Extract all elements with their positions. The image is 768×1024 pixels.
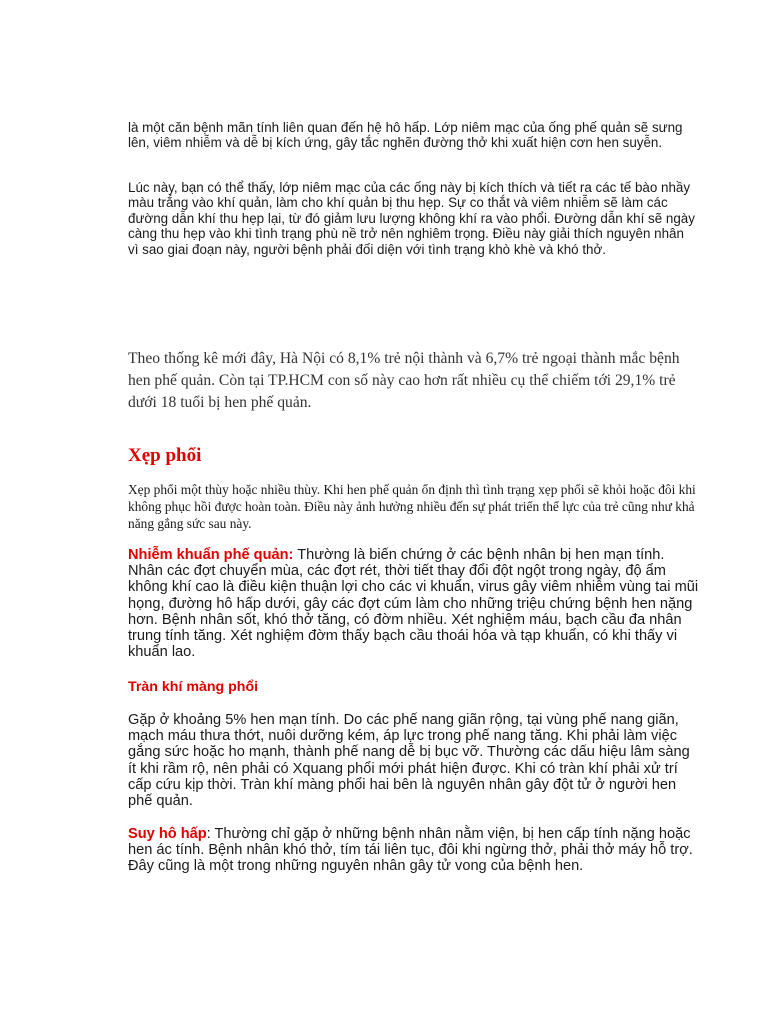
paragraph-intro: là một căn bệnh mãn tính liên quan đến hệ hô hấp. Lớp niêm mạc của ống phế quản sẽ sưng lên, viêm nhiễm và dễ bị kích ứng, gây tắc nghẽn đường thở khi xuất hiện cơn hen suyễn. (128, 120, 683, 151)
lead-suy-ho-hap: Suy hô hấp (128, 826, 207, 842)
paragraph-suy-ho-hap (128, 826, 700, 875)
paragraph-mucus: Lúc này, bạn có thể thấy, lớp niêm mạc của các ống này bị kích thích và tiết ra các tế bào nhầy màu trắng vào khí quản, làm cho khí quản bị thu hẹp. Sự co thắt và viêm nhiễm sẽ làm các đường dẫn khí thu hẹp lại, từ đó giảm lưu lượng không khí ra vào phổi. Đường dẫn khí sẽ ngày càng thu hẹp vào khi tình trạng phù nề trở nên nghiêm trọng. Điều này giải thích nguyên nhân vì sao giai đoạn này, người bệnh phải đối diện với tình trạng khò khè và khó thở. (128, 180, 695, 257)
paragraph-tran-khi: Gặp ở khoảng 5% hen mạn tính. Do các phế nang giãn rộng, tại vùng phế nang giãn, mạch máu thưa thớt, nuôi dưỡng kém, áp lực trong phế nang tăng. Khi phải làm việc gắng sức hoặc ho mạnh, thành phế nang dễ bị bục vỡ. Thường các dấu hiệu lâm sàng ít khi rầm rộ, nên phải có Xquang phổi mới phát hiện được. Khi có tràn khí phải xử trí cấp cứu kịp thời. Tràn khí màng phổi hai bên là nguyên nhân gây đột tử ở người hen phế quản. (128, 712, 690, 810)
lead-nhiem-khuan: Nhiễm khuẩn phế quản: (128, 547, 294, 563)
heading-xep-phoi: Xẹp phổi (128, 445, 202, 466)
paragraph-xep-phoi: Xẹp phổi một thùy hoặc nhiều thùy. Khi hen phế quản ổn định thì tình trạng xẹp phổi sẽ khỏi hoặc đôi khi không phục hồi được hoàn toàn. Điều này ảnh hưởng nhiều đến sự phát triển thể lực của trẻ cũng như khả năng gắng sức sau này. (128, 482, 696, 531)
paragraph-statistics: Theo thống kê mới đây, Hà Nội có 8,1% trẻ nội thành và 6,7% trẻ ngoại thành mắc bệnh hen phế quản. Còn tại TP.HCM con số này cao hơn rất nhiều cụ thể chiếm tới 29,1% trẻ dưới 18 tuổi bị hen phế quản. (128, 350, 680, 411)
paragraph-nhiem-khuan (128, 547, 700, 660)
text-suy-ho-hap: : Thường chỉ gặp ở những bệnh nhân nằm viện, bị hen cấp tính nặng hoặc hen ác tính. Bệnh nhân khó thở, tím tái liên tục, đôi khi ngừng thở, phải thở máy hỗ trợ. Đây cũng là một trong những nguyên nhân gây tử vong của bệnh hen. (128, 826, 693, 875)
text-nhiem-khuan: Thường là biến chứng ở các bệnh nhân bị hen mạn tính. Nhân các đợt chuyển mùa, các đợt rét, thời tiết thay đổi đột ngột trong ngày, độ ẩm không khí cao là điều kiện thuận lợi cho các vi khuẩn, virus gây viêm nhiễm vùng tai mũi họng, đường hô hấp dưới, gây các đợt cúm làm cho những triệu chứng bệnh hen nặng hơn. Bệnh nhân sốt, khó thở tăng, có đờm nhiều. Xét nghiệm máu, bạch cầu đa nhân trung tính tăng. Xét nghiệm đờm thấy bạch cầu thoái hóa và tạp khuẩn, có khi thấy vi khuẩn lao. (128, 547, 699, 661)
heading-tran-khi: Tràn khí màng phổi (128, 679, 259, 695)
